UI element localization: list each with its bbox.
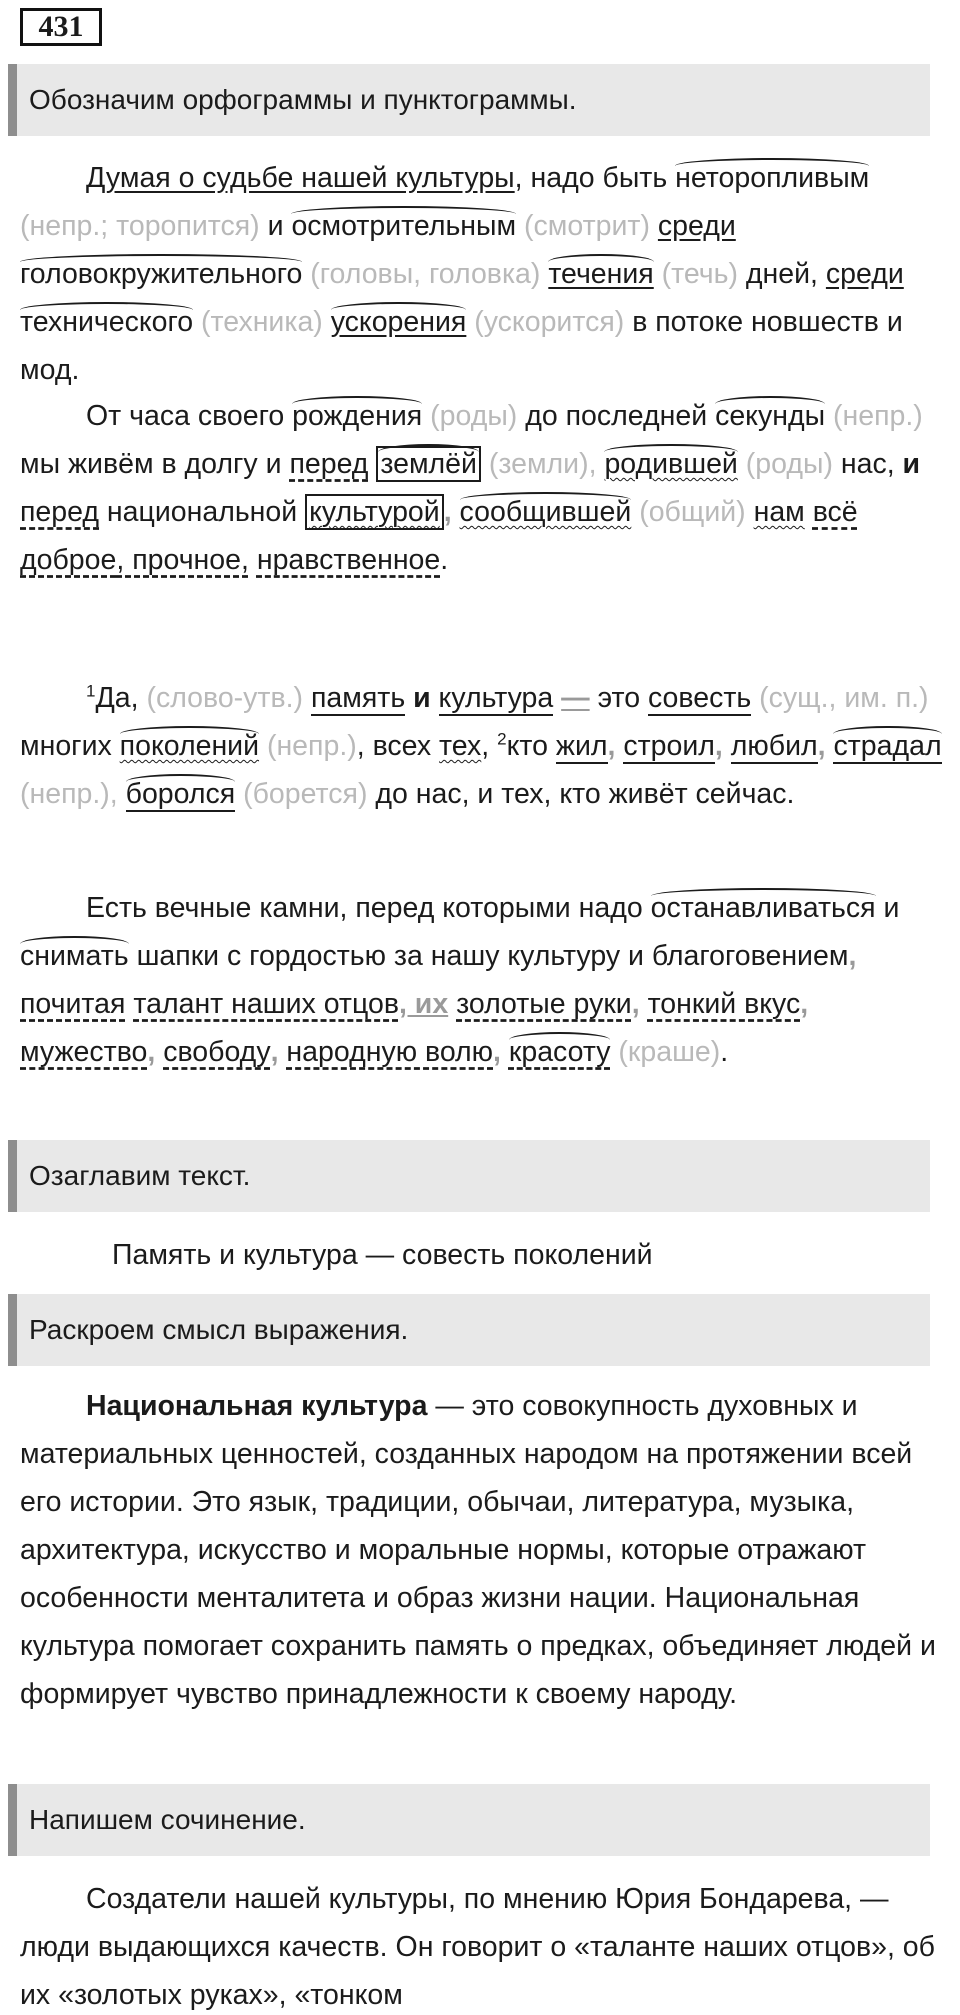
p1-hint: (техника) [201, 306, 323, 338]
p1-word-acceleration: ускорения [330, 306, 467, 338]
p2-hint: (непр.) [833, 400, 923, 432]
p3-text: , всех [356, 730, 432, 762]
p2-word-moral: нравственное [256, 544, 441, 576]
p4-object: тонкий вкус [647, 988, 801, 1020]
exercise-number: 431 [20, 8, 102, 46]
p1-word-dizzying: головокружительного [20, 258, 303, 290]
p4-object: золотые руки [456, 988, 632, 1020]
p1-word-careful: осмотрительным [291, 210, 517, 242]
p4-participle: почитая [20, 988, 126, 1020]
p1-word-technical: технического [20, 306, 194, 338]
p1-text: и [267, 210, 284, 242]
p3-hint: (сущ., им. п.) [759, 682, 929, 714]
p3-predicate: жил [555, 730, 608, 762]
p2-word: нам [753, 496, 805, 528]
p3-text: , [481, 730, 490, 762]
p1-hint: (головы, головка) [310, 258, 541, 290]
p2-text: национальной [106, 496, 298, 528]
p2-word-birth: рождения [292, 400, 423, 432]
p4-comma: , [270, 1036, 279, 1068]
p4-text: . [720, 1036, 729, 1068]
p3-hint: (непр.), [20, 778, 118, 810]
p3-predicate: строил [623, 730, 715, 762]
p3-text: кто [506, 730, 548, 762]
p4-comma: , [848, 940, 857, 972]
p1-word-unhurried: неторопливым [675, 162, 870, 194]
p2-text: нас, [840, 448, 895, 480]
p4-word-stop: останавливаться [650, 892, 876, 924]
p2-hint: (общий) [639, 496, 746, 528]
meaning-term: Национальная культура [86, 1390, 428, 1422]
p3-hint: (слово-утв.) [146, 682, 304, 714]
p1-preposition: среди [825, 258, 904, 290]
p3-subject: культура [438, 682, 554, 714]
section-header-essay: Напишем сочинение. [8, 1784, 930, 1856]
p2-comma: , [443, 496, 452, 528]
p1-preposition: среди [657, 210, 736, 242]
p2-word: , прочное, [116, 544, 249, 576]
p1-phrase: Думая о судьбе нашей культуры [86, 162, 515, 194]
p4-object: красоту [508, 1036, 611, 1068]
p2-word-earth: землёй [376, 446, 481, 482]
p1-hint: (ускорится) [474, 306, 625, 338]
p3-comma: , [607, 730, 616, 762]
p1-word-current: течения [548, 258, 654, 290]
p3-predicate: любил [730, 730, 818, 762]
p3-text: Да, [95, 682, 139, 714]
p1-text: дней, [745, 258, 818, 290]
p3-hint: (борется) [243, 778, 368, 810]
p4-word-take-off: снимать [20, 940, 129, 972]
p1-hint: (течь) [661, 258, 738, 290]
p2-preposition: перед [20, 496, 99, 528]
p2-text: до последней [525, 400, 708, 432]
p3-conj: и [413, 682, 431, 714]
p4-comma: , [493, 1036, 501, 1068]
p4-object: талант наших отцов [133, 988, 399, 1020]
section-header-meaning: Раскроем смысл выражения. [8, 1294, 930, 1366]
p1-hint: (смотрит) [524, 210, 650, 242]
meaning-text: — это совокупность духовных и материальных ценностей, созданных народом на протяжении всей его истории. Это язык, традиции, обычаи, литература, музыка, архитектура, искусство и моральные нормы, которые отражают особенности менталитета и образ жизни нации. Национальная культура помогает сохранить память о предках, объединяет людей и формирует чувство принадлежности к своему народу. [20, 1390, 936, 1710]
p1-text: , надо быть [514, 162, 668, 194]
p3-dash: — [561, 682, 590, 714]
p3-predicate: страдал [833, 730, 942, 762]
p4-text: шапки с гордостью за нашу культуру и благоговением [136, 940, 849, 972]
p3-word: тех [439, 730, 482, 762]
paragraph-3 [20, 674, 946, 818]
p2-hint: (роды) [745, 448, 833, 480]
p3-subject: память [310, 682, 406, 714]
p4-hint: (краше) [618, 1036, 721, 1068]
section-header-title: Озаглавим текст. [8, 1140, 930, 1212]
p2-preposition: перед [289, 448, 369, 480]
p3-text: это [597, 682, 641, 714]
p1-text: в потоке новшеств и мод. [20, 306, 903, 386]
p3-comma: , [714, 730, 723, 762]
p3-word-generations: поколений [119, 730, 260, 762]
sentence-number: 2 [497, 729, 507, 749]
p2-hint: (земли), [488, 448, 597, 480]
p4-comma: , [800, 988, 809, 1020]
p3-text: до нас, и тех, кто живёт сейчас. [375, 778, 795, 810]
section-header-orthograms: Обозначим орфограммы и пунктограммы. [8, 64, 930, 136]
p4-text: Есть вечные камни, перед которыми надо [86, 892, 643, 924]
p2-word-second: секунды [715, 400, 826, 432]
p3-hint: (непр.) [266, 730, 357, 762]
p2-text: От часа своего [86, 400, 285, 432]
p2-word-imparted: сообщившей [459, 496, 632, 528]
text-title: Память и культура — совесть поколений [112, 1239, 653, 1271]
p4-object: мужество [20, 1036, 148, 1068]
p1-hint: (непр.; торопится) [20, 210, 260, 242]
paragraph-4 [20, 884, 946, 1076]
p3-text: многих [20, 730, 112, 762]
p2-word: всё [812, 496, 858, 528]
essay-paragraph: Создатели нашей культуры, по мнению Юрия Бондарева, — люди выдающихся качеств. Он говорит о «таланте наших отцов», об их «золотых руках», «тонком [20, 1883, 935, 2011]
p4-comma: , [631, 988, 640, 1020]
p2-word-culture: культурой [305, 494, 444, 530]
p3-predicate: совесть [647, 682, 752, 714]
p2-text: . [440, 544, 449, 576]
meaning-paragraph [20, 1382, 946, 1718]
sentence-number: 1 [86, 681, 96, 701]
p2-text: мы живём в долгу и [20, 448, 282, 480]
p4-text: и [883, 892, 900, 924]
p4-object: народную волю [286, 1036, 494, 1068]
p4-object: свободу [163, 1036, 271, 1068]
p3-predicate: боролся [125, 778, 236, 810]
p2-word: доброе [20, 544, 117, 576]
p2-hint: (роды) [430, 400, 518, 432]
paragraph-1 [20, 154, 946, 394]
p2-word-gave-birth: родившей [604, 448, 738, 480]
p4-comma: , [147, 1036, 156, 1068]
p2-conj: и [902, 448, 921, 480]
paragraph-2 [20, 392, 946, 584]
p4-comma: , их [398, 988, 449, 1020]
p3-comma: , [817, 730, 826, 762]
